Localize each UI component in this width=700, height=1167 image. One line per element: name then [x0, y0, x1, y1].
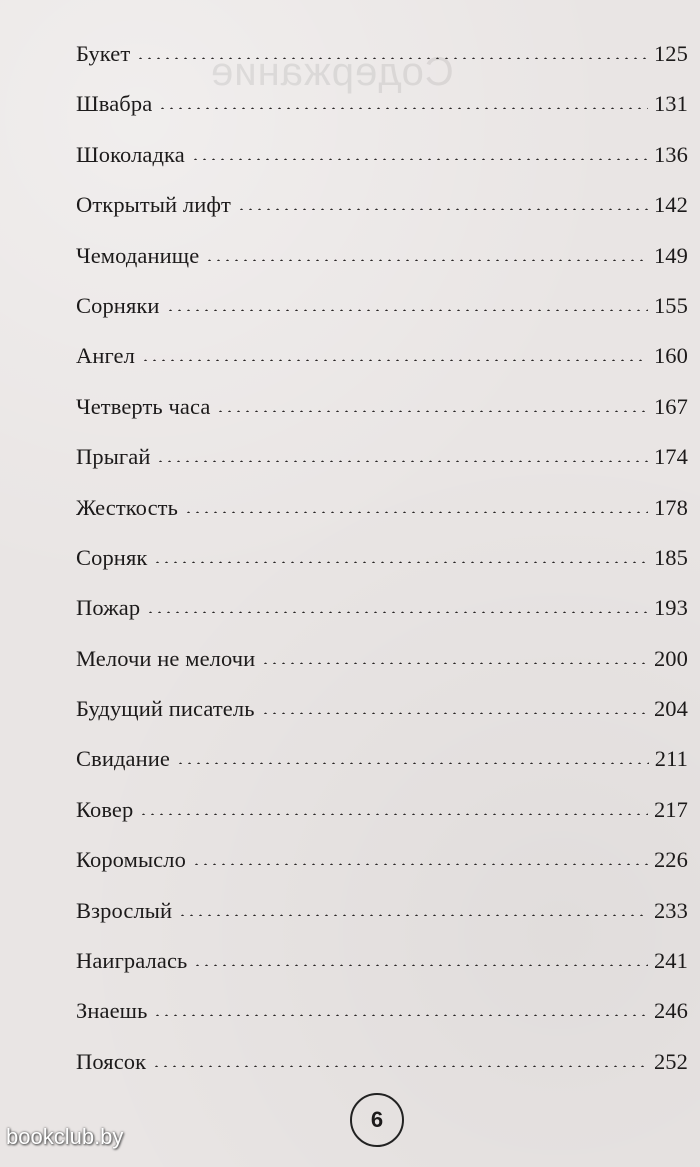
toc-entry-page: 185 — [653, 544, 688, 570]
toc-entry — [76, 135, 688, 185]
toc-entry-title: Шоколадка — [76, 141, 185, 167]
toc-entry-page: 246 — [653, 998, 688, 1024]
toc-entry-title: Пожар — [76, 595, 141, 621]
toc-entry-title: Швабра — [76, 91, 153, 117]
toc-entry — [76, 941, 688, 991]
toc-entry-page: 160 — [653, 343, 688, 369]
toc-entry — [76, 387, 688, 437]
toc-entry — [76, 639, 688, 689]
toc-entry — [76, 286, 688, 336]
toc-entry-title: Чемоданище — [76, 242, 200, 268]
dot-leader — [237, 208, 648, 210]
toc-entry-page: 233 — [653, 897, 688, 923]
toc-entry-title: Жесткость — [76, 494, 178, 520]
dot-leader — [139, 813, 648, 815]
dot-leader — [166, 309, 648, 311]
dot-leader — [216, 410, 647, 412]
toc-entry-page: 142 — [653, 192, 688, 218]
toc-entry-title: Коромысло — [76, 847, 186, 873]
toc-entry — [76, 34, 688, 84]
toc-entry-page: 174 — [653, 444, 688, 470]
toc-entry — [76, 488, 688, 538]
toc-entry-page: 211 — [654, 746, 688, 772]
dot-leader — [192, 863, 648, 865]
dot-leader — [158, 107, 648, 109]
toc-entry — [76, 588, 688, 638]
toc-entry-title: Сорняки — [76, 292, 160, 318]
dot-leader — [178, 914, 648, 916]
toc-entry — [76, 790, 688, 840]
toc-entry-page: 167 — [653, 393, 688, 419]
toc-entry-page: 252 — [653, 1048, 688, 1074]
toc-entry-page: 149 — [653, 242, 688, 268]
dot-leader — [184, 511, 648, 513]
toc-entry-title: Знаешь — [76, 998, 148, 1024]
toc-entry-page: 136 — [653, 141, 688, 167]
toc-entry — [76, 236, 688, 286]
toc-entry — [76, 437, 688, 487]
toc-entry-title: Четверть часа — [76, 393, 211, 419]
toc-entry-title: Открытый лифт — [76, 192, 231, 218]
toc-entry-title: Поясок — [76, 1048, 147, 1074]
toc-entry-page: 178 — [653, 494, 688, 520]
toc-entry — [76, 891, 688, 941]
toc-entry-page: 200 — [653, 645, 688, 671]
dot-leader — [153, 1014, 647, 1016]
toc-entry — [76, 1042, 688, 1092]
dot-leader — [191, 158, 648, 160]
toc-entry — [76, 336, 688, 386]
toc-entry-title: Будущий писатель — [76, 696, 255, 722]
toc-entry — [76, 689, 688, 739]
toc-entry — [76, 991, 688, 1041]
toc-entry-page: 226 — [653, 847, 688, 873]
bleed-through-text: Содержание — [210, 50, 454, 94]
toc-entry-page: 204 — [653, 696, 688, 722]
watermark: bookclub.by — [6, 1124, 124, 1149]
toc-entry-title: Прыгай — [76, 444, 151, 470]
dot-leader — [156, 460, 647, 462]
dot-leader — [146, 611, 648, 613]
toc-entry-title: Мелочи не мелочи — [76, 645, 256, 671]
dot-leader — [261, 712, 648, 714]
toc-entry-title: Свидание — [76, 746, 170, 772]
toc-entry-title: Взрослый — [76, 897, 173, 923]
toc-entry-title: Наигралась — [76, 948, 188, 974]
dot-leader — [205, 259, 648, 261]
toc-entry-title: Ангел — [76, 343, 135, 369]
page-number: 6 — [370, 1107, 384, 1132]
toc-entry-title: Букет — [76, 41, 131, 66]
toc-entry-title: Ковер — [76, 796, 134, 822]
toc-entry — [76, 840, 688, 890]
dot-leader — [176, 762, 649, 764]
table-of-contents — [76, 34, 688, 1092]
dot-leader — [153, 561, 648, 563]
toc-entry — [76, 739, 688, 789]
toc-entry-page: 155 — [653, 292, 688, 318]
page-number-badge — [350, 1093, 404, 1147]
dot-leader — [141, 359, 648, 361]
toc-entry-page: 193 — [653, 595, 688, 621]
toc-entry-page: 131 — [653, 91, 688, 117]
dot-leader — [193, 964, 648, 966]
toc-entry-title: Сорняк — [76, 544, 148, 570]
toc-entry-page: 217 — [653, 796, 688, 822]
toc-entry-page: 125 — [653, 41, 688, 66]
toc-entry — [76, 185, 688, 235]
dot-leader — [261, 662, 648, 664]
toc-entry — [76, 84, 688, 134]
toc-entry-page: 241 — [653, 948, 688, 974]
dot-leader — [152, 1065, 648, 1067]
dot-leader — [136, 57, 648, 59]
toc-entry — [76, 538, 688, 588]
